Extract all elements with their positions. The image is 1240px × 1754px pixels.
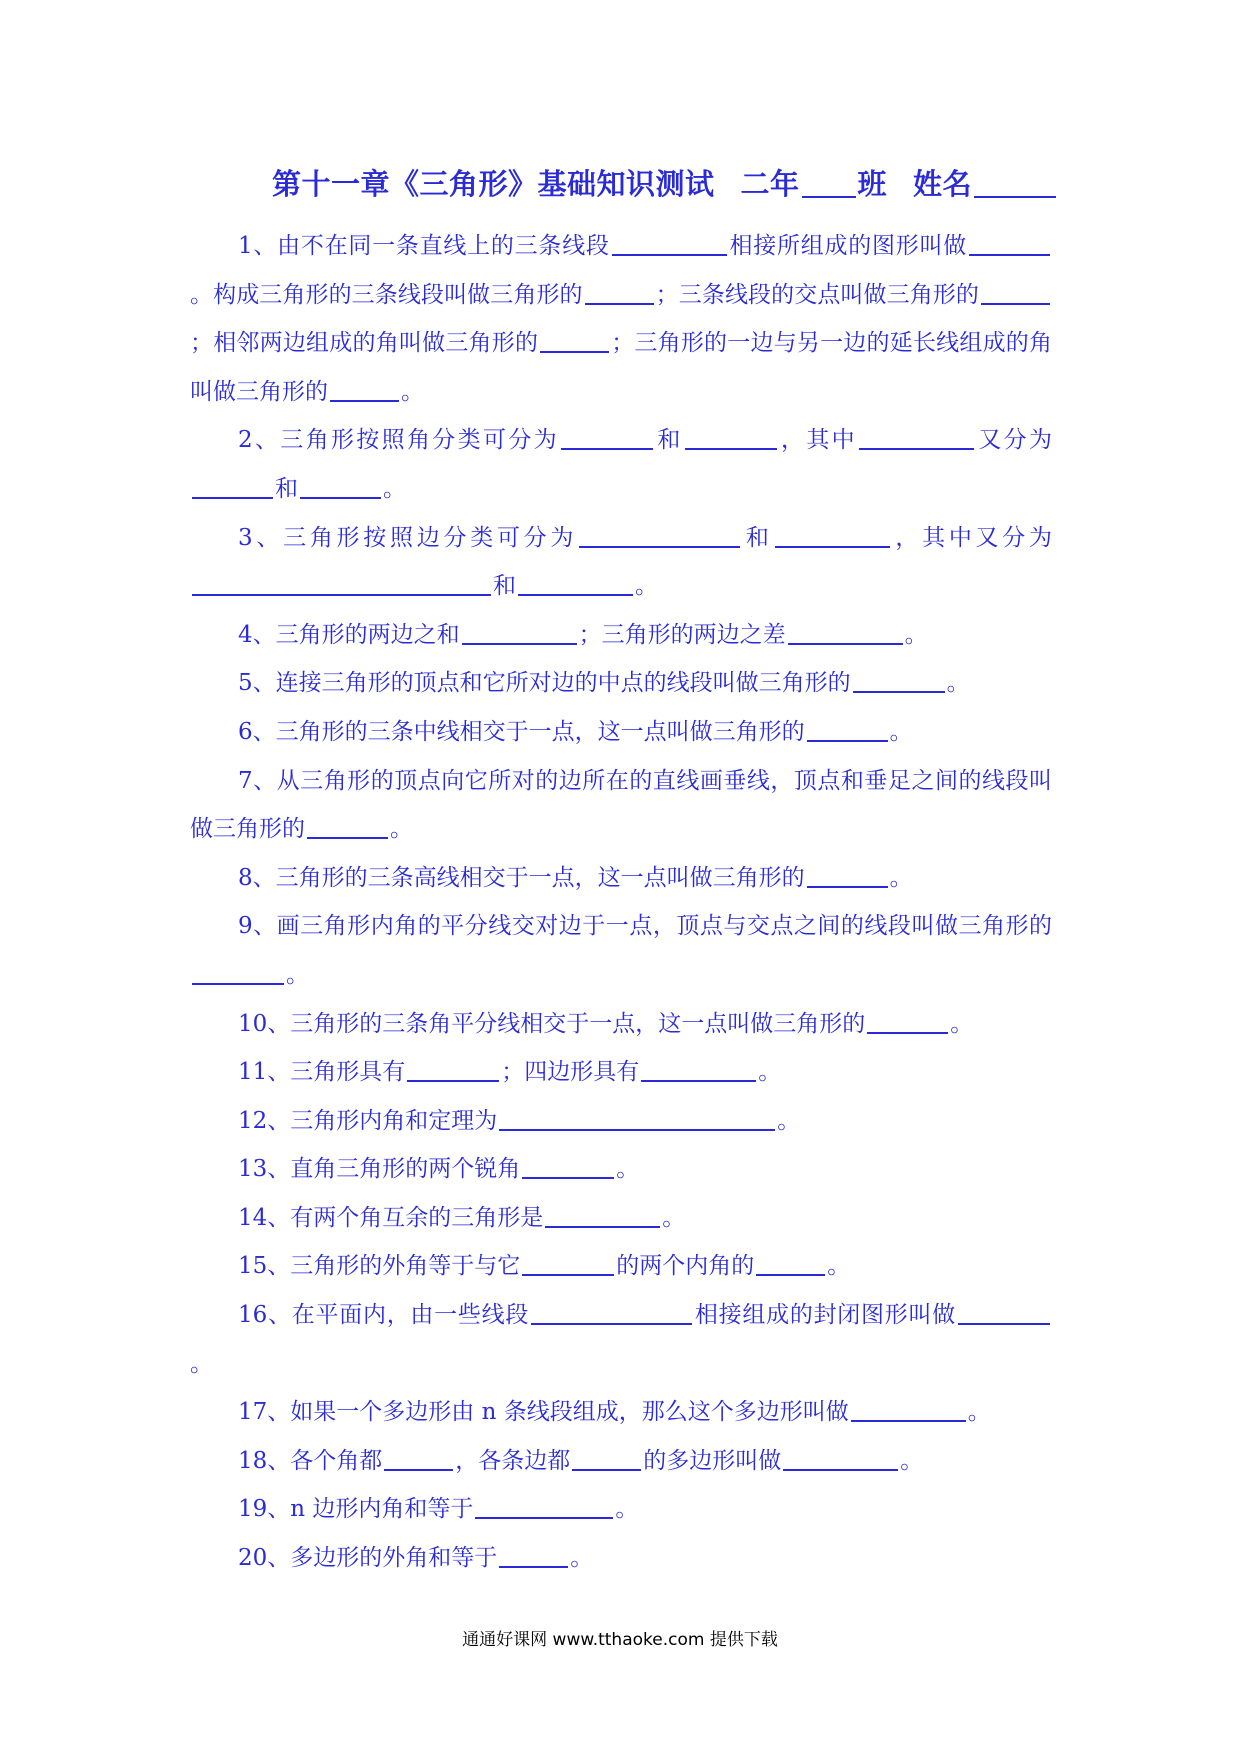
question-item <box>190 514 1052 611</box>
question-text: 。 <box>401 378 424 405</box>
question-text: ，各条边都 <box>455 1447 571 1474</box>
answer-blank[interactable] <box>561 448 653 450</box>
answer-blank[interactable] <box>518 594 633 596</box>
answer-blank[interactable] <box>612 254 727 256</box>
question-text: 。 <box>950 1010 974 1037</box>
answer-blank[interactable] <box>522 1177 614 1179</box>
question-text: 。 <box>616 1156 640 1183</box>
question-text: 。构成三角形的三条线段叫做三角形的 <box>190 281 583 308</box>
answer-blank[interactable] <box>867 1032 948 1034</box>
question-text: ，其中 <box>778 427 857 454</box>
answer-blank[interactable] <box>641 1080 756 1082</box>
question-text: 和 <box>493 573 516 600</box>
name-blank[interactable] <box>974 196 1056 198</box>
page-title <box>272 162 1058 203</box>
answer-blank[interactable] <box>981 303 1050 305</box>
question-text: 4、三角形的两边之和 <box>238 621 460 648</box>
answer-blank[interactable] <box>307 837 388 839</box>
answer-blank[interactable] <box>192 594 491 596</box>
answer-blank[interactable] <box>783 1469 898 1471</box>
question-text: 。 <box>635 573 658 600</box>
question-text: 的多边形叫做 <box>643 1447 782 1474</box>
question-text: 11、三角形具有 <box>238 1059 406 1086</box>
answer-blank[interactable] <box>545 1226 660 1228</box>
question-item <box>190 1194 1052 1243</box>
question-text: 3、三角形按照边分类可分为 <box>238 524 578 551</box>
answer-blank[interactable] <box>192 497 273 499</box>
answer-blank[interactable] <box>540 351 609 353</box>
answer-blank[interactable] <box>499 1129 775 1131</box>
question-text: ；相邻两边组成的角叫做三角形的 <box>190 330 539 357</box>
question-text: 19、n 边形内角和等于 <box>238 1496 474 1523</box>
question-text: 相接组成的封闭图形叫做 <box>694 1302 956 1329</box>
answer-blank[interactable] <box>499 1566 568 1568</box>
question-item <box>190 416 1052 513</box>
question-text: ；三角形的一边与另一边的延长线组成的角叫做三角形的 <box>190 330 1053 405</box>
answer-blank[interactable] <box>330 400 399 402</box>
question-text: 。 <box>889 718 913 745</box>
question-item <box>190 659 1052 708</box>
answer-blank[interactable] <box>807 886 888 888</box>
answer-blank[interactable] <box>585 303 654 305</box>
question-text: 。 <box>662 1204 686 1231</box>
question-text: 。 <box>758 1059 782 1086</box>
question-item <box>190 708 1052 757</box>
question-text: 相接所组成的图形叫做 <box>728 233 967 259</box>
question-text: 12、三角形内角和定理为 <box>238 1107 498 1134</box>
footer-credit: 通通好课网 www.tthaoke.com 提供下载 <box>462 1630 778 1650</box>
question-text: 的两个内角的 <box>616 1253 755 1280</box>
question-text: 14、有两个角互余的三角形是 <box>238 1204 544 1231</box>
question-text: 。 <box>889 864 913 891</box>
answer-blank[interactable] <box>788 643 903 645</box>
question-text: 15、三角形的外角等于与它 <box>238 1253 521 1280</box>
question-text: 。 <box>383 475 406 502</box>
question-text: 7、从三角形的顶点向它所对的边所在的直线画垂线，顶点和垂足之间的线段叫做三角形的 <box>190 767 1052 843</box>
answer-blank[interactable] <box>958 1323 1050 1325</box>
answer-blank[interactable] <box>853 691 945 693</box>
question-text: 和 <box>742 524 773 551</box>
question-text: 。 <box>900 1447 924 1474</box>
question-item <box>190 1437 1052 1486</box>
answer-blank[interactable] <box>522 1274 614 1276</box>
question-text: 和 <box>275 475 298 502</box>
question-item <box>190 1242 1052 1291</box>
title-main: 第十一章《三角形》基础知识测试 <box>272 167 715 201</box>
question-item <box>190 1485 1052 1534</box>
question-text: 1、由不在同一条直线上的三条线段 <box>238 233 610 259</box>
question-text: 8、三角形的三条高线相交于一点，这一点叫做三角形的 <box>238 864 805 891</box>
question-item <box>190 1388 1052 1437</box>
question-item <box>190 1097 1052 1146</box>
answer-blank[interactable] <box>756 1274 825 1276</box>
title-class-label: 班 <box>857 167 888 201</box>
question-text: 。 <box>967 1399 991 1426</box>
question-text: 又分为 <box>976 427 1053 454</box>
question-text: 。 <box>570 1545 594 1572</box>
question-text: 5、连接三角形的顶点和它所对边的中点的线段叫做三角形的 <box>238 670 851 697</box>
question-item <box>190 1000 1052 1049</box>
question-item <box>190 757 1052 854</box>
question-item <box>190 1145 1052 1194</box>
question-text: ，其中又分为 <box>891 524 1053 551</box>
question-text: ；三角形的两边之差 <box>578 621 786 648</box>
question-item <box>190 1048 1052 1097</box>
question-text: 。 <box>827 1253 851 1280</box>
question-text: ；三条线段的交点叫做三角形的 <box>655 281 980 308</box>
question-text: 9、画三角形内角的平分线交对边于一点，顶点与交点之间的线段叫做三角形的 <box>238 913 1052 940</box>
answer-blank[interactable] <box>300 497 381 499</box>
answer-blank[interactable] <box>407 1080 499 1082</box>
question-text: 17、如果一个多边形由 n 条线段组成，那么这个多边形叫做 <box>238 1399 849 1426</box>
question-item <box>190 611 1052 660</box>
class-blank[interactable] <box>802 196 856 198</box>
question-item <box>190 902 1052 999</box>
question-item <box>190 854 1052 903</box>
answer-blank[interactable] <box>807 740 888 742</box>
question-text: 。 <box>615 1496 639 1523</box>
title-grade: 二年 <box>740 167 800 201</box>
title-name-label: 姓名 <box>913 167 973 201</box>
question-text: 。 <box>777 1107 801 1134</box>
question-item <box>190 222 1052 416</box>
answer-blank[interactable] <box>685 448 777 450</box>
question-text: 和 <box>654 427 683 454</box>
answer-blank[interactable] <box>192 983 284 985</box>
answer-blank[interactable] <box>384 1469 453 1471</box>
question-text: ；四边形具有 <box>501 1059 640 1086</box>
question-text: 6、三角形的三条中线相交于一点，这一点叫做三角形的 <box>238 718 805 745</box>
answer-blank[interactable] <box>531 1323 692 1325</box>
question-item <box>190 1534 1052 1583</box>
question-item <box>190 1291 1052 1388</box>
question-text: 。 <box>904 621 928 648</box>
answer-blank[interactable] <box>969 254 1050 256</box>
answer-blank[interactable] <box>462 643 577 645</box>
answer-blank[interactable] <box>775 546 890 548</box>
answer-blank[interactable] <box>572 1469 641 1471</box>
question-text: 。 <box>286 961 309 988</box>
question-text: 13、直角三角形的两个锐角 <box>238 1156 521 1183</box>
question-text: 。 <box>190 1350 213 1377</box>
answer-blank[interactable] <box>859 448 974 450</box>
question-text: 18、各个角都 <box>238 1447 383 1474</box>
answer-blank[interactable] <box>475 1517 613 1519</box>
question-text: 。 <box>946 670 970 697</box>
question-text: 16、在平面内，由一些线段 <box>238 1302 530 1329</box>
answer-blank[interactable] <box>579 546 740 548</box>
question-text: 10、三角形的三条角平分线相交于一点，这一点叫做三角形的 <box>238 1010 866 1037</box>
answer-blank[interactable] <box>851 1420 966 1422</box>
question-list <box>190 222 1052 1583</box>
question-text: 20、多边形的外角和等于 <box>238 1545 498 1572</box>
question-text: 。 <box>390 816 413 843</box>
question-text: 2、三角形按照角分类可分为 <box>238 427 559 454</box>
